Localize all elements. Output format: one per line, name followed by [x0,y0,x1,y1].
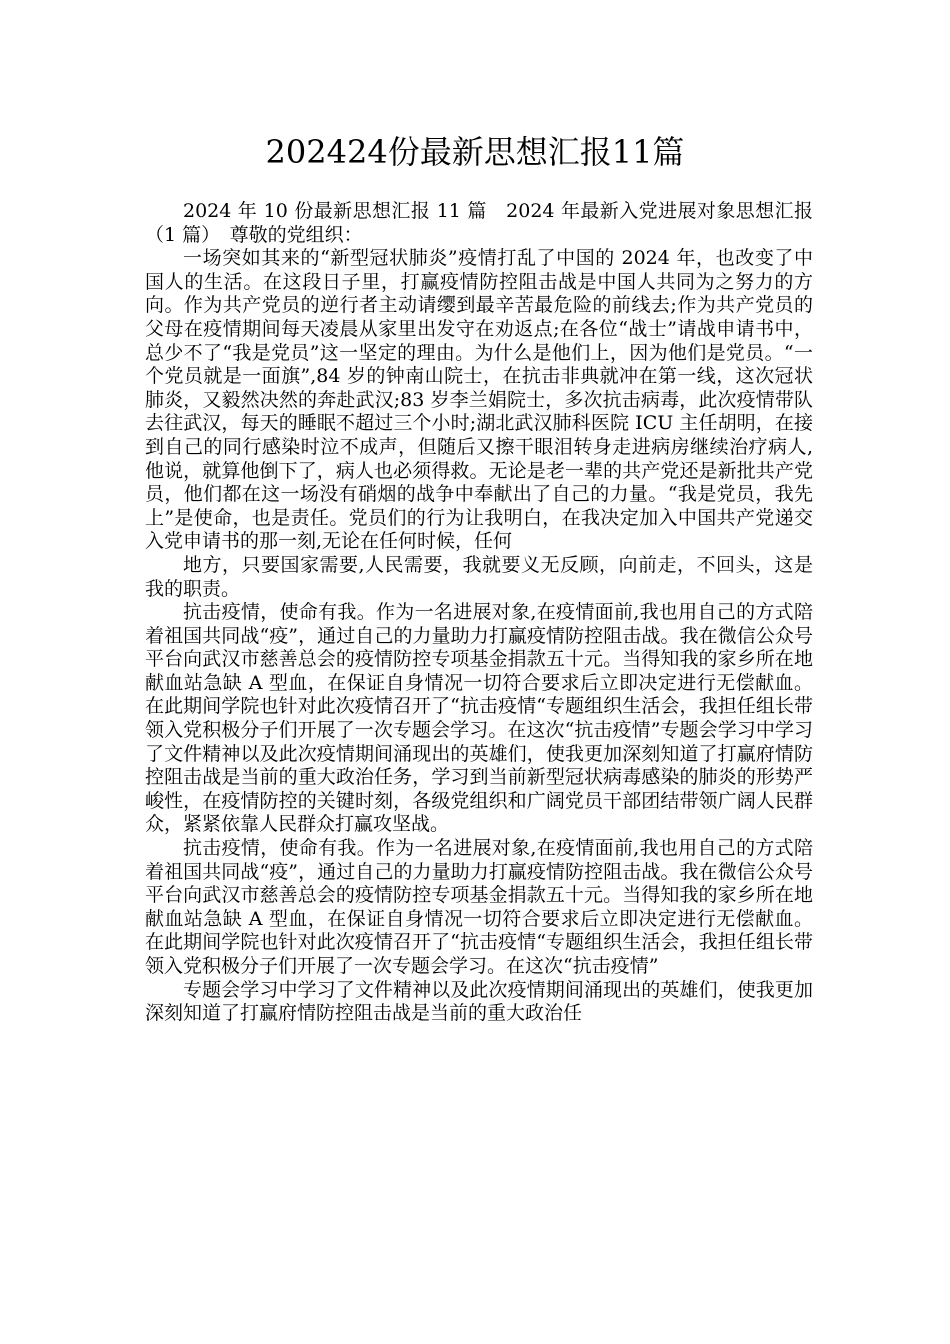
document-body [145,200,813,1026]
paragraph-mission-2: 抗击疫情，使命有我。作为一名进展对象,在疫情面前,我也用自己的方式陪着祖国共同战“疫”，通过自己的力量助力打赢疫情防控阻击战。我在微信公众号平台向武汉市慈善总会的疫情防控专项基金捐款五十元。当得知我的家乡所在地献血站急缺 A 型血，在保证自身情况一切符合要求后立即决定进行无偿献血。在此期间学院也针对此次疫情召开了“抗击疫情“专题组织生活会，我担任组长带领入党积极分子们开展了一次专题会学习。在这次“抗击疫情” [145,837,813,977]
paragraph-epidemic: 一场突如其来的“新型冠状肺炎”疫情打乱了中国的 2024 年，也改变了中国人的生活。在这段日子里，打赢疫情防控阻击战是中国人共同为之努力的方向。作为共产党员的逆行者主动请缨到最辛苦最危险的前线去;作为共产党员的父母在疫情期间每天凌晨从家里出发守在劝返点;在各位“战士”请战申请书中，总少不了“我是党员”这一坚定的理由。为什么是他们上，因为他们是党员。“一个党员就是一面旗”,84 岁的钟南山院士，在抗击非典就冲在第一线，这次冠状肺炎，又毅然决然的奔赴武汉;83 岁李兰娟院士，多次抗击病毒，此次疫情带队去往武汉，每天的睡眠不超过三个小时;湖北武汉肺科医院 ICU 主任胡明，在接到自己的同行感染时泣不成声，但随后又擦干眼泪转身走进病房继续治疗病人,他说，就算他倒下了，病人也必须得救。无论是老一辈的共产党还是新批共产党员，他们都在这一场没有硝烟的战争中奉献出了自己的力量。“我是党员，我先上”是使命，也是责任。党员们的行为让我明白，在我决定加入中国共产党递交入党申请书的那一刻,无论在任何时候，任何 [145,247,813,553]
paragraph-mission-1: 抗击疫情，使命有我。作为一名进展对象,在疫情面前,我也用自己的方式陪着祖国共同战“疫”，通过自己的力量助力打赢疫情防控阻击战。我在微信公众号平台向武汉市慈善总会的疫情防控专项基金捐款五十元。当得知我的家乡所在地献血站急缺 A 型血，在保证自身情况一切符合要求后立即决定进行无偿献血。在此期间学院也针对此次疫情召开了“抗击疫情“专题组织生活会，我担任组长带领入党积极分子们开展了一次专题会学习。在这次“抗击疫情”专题会学习中学习了文件精神以及此次疫情期间涌现出的英雄们，使我更加深刻知道了打赢府情防控阻击战是当前的重大政治任务，学习到当前新型冠状病毒感染的肺炎的形势严峻性，在疫情防控的关键时刻，各级党组织和广阔党员干部团结带领广阔人民群众，紧紧依靠人民群众打赢攻坚战。 [145,601,813,836]
document-title: 202424份最新思想汇报11篇 [265,133,685,171]
paragraph-intro: 2024 年 10 份最新思想汇报 11 篇 2024 年最新入党进展对象思想汇报（1 篇） 尊敬的党组织： [145,200,813,246]
paragraph-duty: 地方，只要国家需要,人民需要，我就要义无反顾，向前走，不回头，这是我的职责。 [145,553,813,600]
paragraph-study: 专题会学习中学习了文件精神以及此次疫情期间涌现出的英雄们，使我更加深刻知道了打赢府情防控阻击战是当前的重大政治任 [145,978,813,1025]
